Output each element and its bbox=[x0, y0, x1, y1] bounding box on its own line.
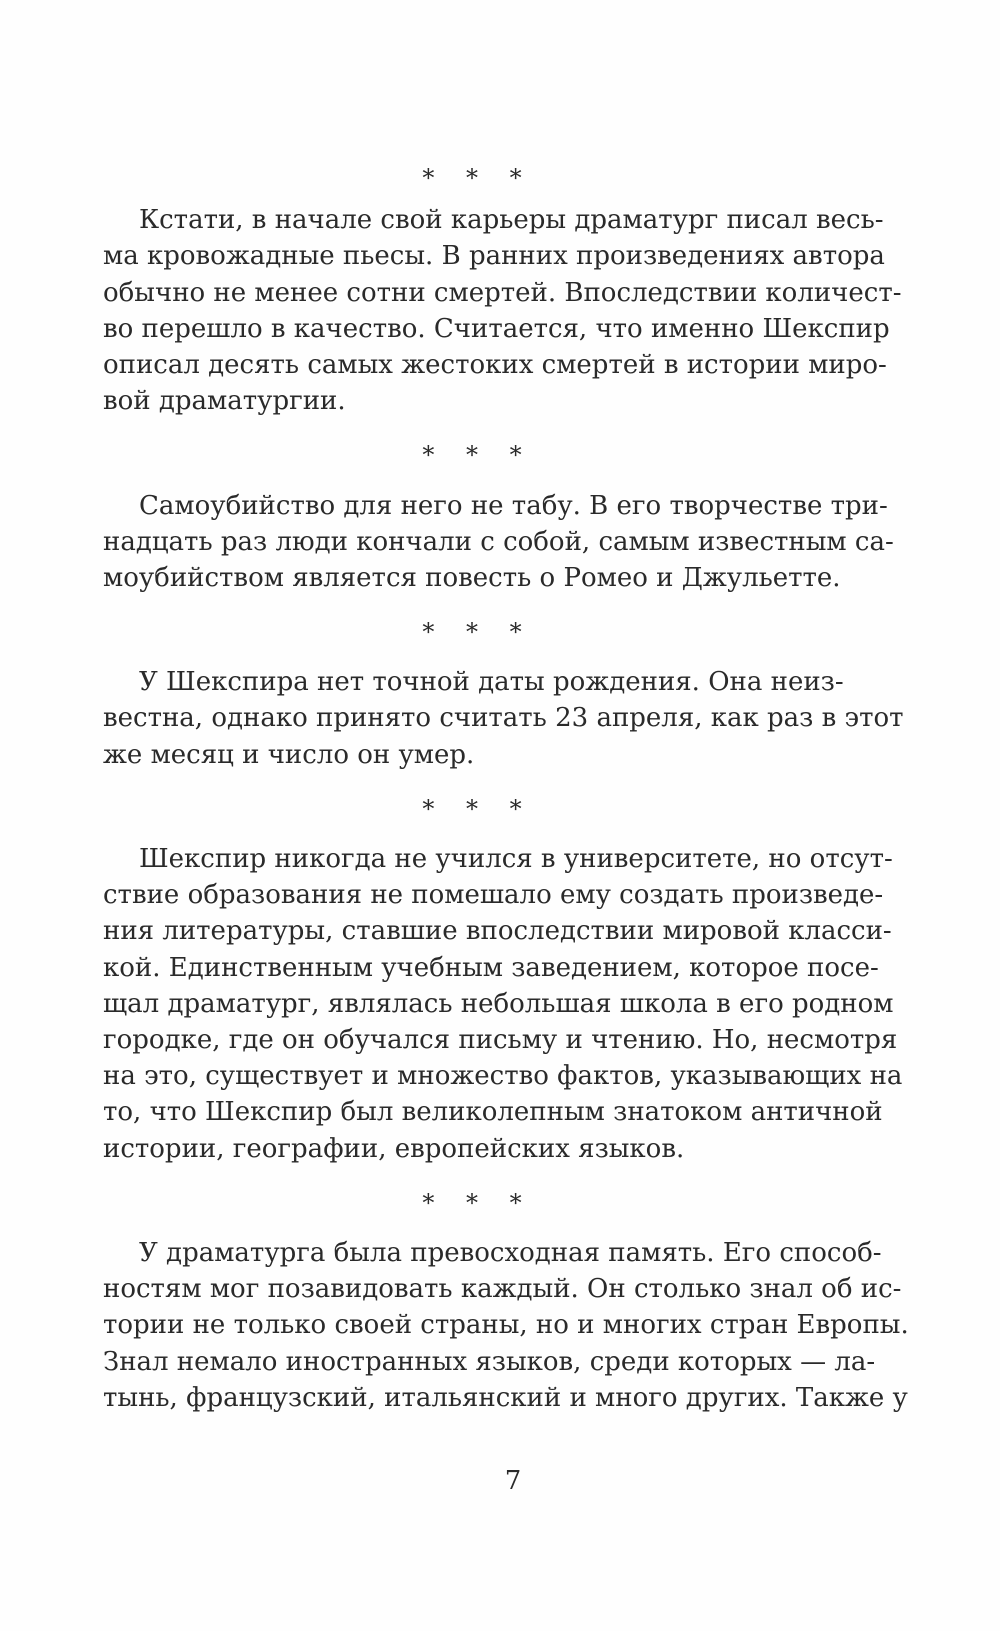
text-line: вой драматургии. bbox=[103, 386, 346, 417]
paragraph-memory bbox=[103, 1235, 909, 1416]
text-line: ма кровожадные пьесы. В ранних произведениях автора bbox=[103, 241, 885, 272]
section-separator: * * * bbox=[422, 794, 534, 823]
text-line: ностям мог позавидовать каждый. Он столько знал об ис- bbox=[103, 1274, 902, 1305]
text-line: Шекспир никогда не учился в университете, но отсут- bbox=[139, 844, 893, 875]
paragraph-birth-date bbox=[103, 664, 904, 773]
text-line: Кстати, в начале свой карьеры драматург писал весь- bbox=[139, 205, 884, 236]
text-line: щал драматург, являлась небольшая школа в его родном bbox=[103, 988, 894, 1019]
text-line: во перешло в качество. Считается, что именно Шекспир bbox=[103, 313, 890, 344]
text-line: моубийством является повесть о Ромео и Джульетте. bbox=[103, 562, 841, 593]
page-number: 7 bbox=[504, 1466, 522, 1496]
paragraph-suicide bbox=[103, 488, 894, 597]
text-line: вестна, однако принято считать 23 апреля, как раз в этот bbox=[103, 703, 904, 734]
text-line: на это, существует и множество фактов, указывающих на bbox=[103, 1061, 903, 1092]
text-line: обычно не менее сотни смертей. Впоследствии количест- bbox=[103, 277, 902, 308]
text-line: У драматурга была превосходная память. Его способ- bbox=[139, 1237, 882, 1268]
text-line: описал десять самых жестоких смертей в истории миро- bbox=[103, 349, 887, 380]
text-line: ствие образования не помешало ему создать произведе- bbox=[103, 880, 884, 911]
section-separator: * * * bbox=[422, 164, 534, 192]
text-line: городке, где он обучался письму и чтению. Но, несмотря bbox=[103, 1025, 898, 1055]
text-line: тории не только своей страны, но и многих стран Европы. bbox=[103, 1310, 909, 1341]
text-line: ния литературы, ставшие впоследствии мировой класси- bbox=[103, 916, 892, 947]
page-body bbox=[103, 160, 909, 1416]
text-line: же месяц и число он умер. bbox=[103, 739, 475, 770]
text-line: тынь, французский, итальянский и много других. Также у bbox=[103, 1382, 908, 1413]
text-line: надцать раз люди кончали с собой, самым известным са- bbox=[103, 526, 894, 557]
text-line: то, что Шекспир был великолепным знатоком античной bbox=[103, 1097, 883, 1128]
text-line: Самоубийство для него не табу. В его творчестве три- bbox=[139, 490, 888, 521]
text-line: У Шекспира нет точной даты рождения. Она неиз- bbox=[139, 667, 844, 698]
section-separator: * * * bbox=[422, 618, 534, 647]
text-line: Знал немало иностранных языков, среди которых — ла- bbox=[103, 1346, 876, 1377]
text-line: истории, географии, европейских языков. bbox=[103, 1133, 685, 1164]
paragraph-education bbox=[103, 841, 903, 1167]
section-separator: * * * bbox=[422, 441, 534, 470]
paragraph-bloody-plays bbox=[103, 202, 902, 419]
text-line: кой. Единственным учебным заведением, которое посе- bbox=[103, 952, 879, 983]
section-separator: * * * bbox=[422, 1188, 534, 1217]
